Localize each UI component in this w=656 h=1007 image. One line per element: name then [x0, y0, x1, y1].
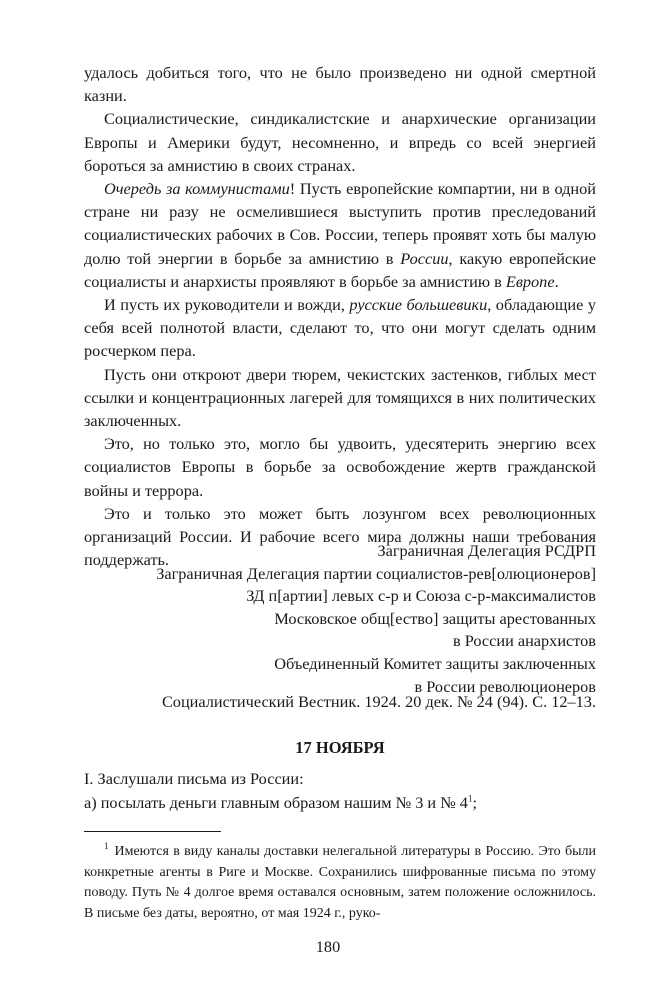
paragraph: Это, но только это, могло бы удвоить, удесятерить энергию всех социалистов Европы в борьбе за освобождение жертв гражданской войны и террора.	[84, 434, 596, 500]
paragraph: Очередь за коммунистами! Пусть европейские компартии, ни в одной стране ни разу не осмелившиеся выступить против преследований социалистических рабочих в Сов. России, теперь проявят хоть бы малую долю той энергии в борьбе за амнистию в России, какую европейские социалисты и анархисты проявляют в борьбе за амнистию в Европе.	[84, 179, 596, 291]
section-heading: 17 НОЯБРЯ	[295, 738, 385, 757]
italic-phrase: русские большевики	[349, 295, 488, 315]
italic-phrase: Очередь за коммунистами	[104, 179, 290, 199]
footnote-ref: 1	[467, 793, 473, 804]
signatory: в России революционеров	[414, 676, 596, 696]
signatory: ЗД п[артии] левых с-р и Союза с-р-максималистов	[246, 586, 596, 606]
paragraph: удалось добиться того, что не было произведено ни одной смертной казни.	[84, 63, 596, 106]
list-item: а) посылать деньги главным образом нашим № 3 и № $4^1$;	[84, 792, 477, 812]
page-number: 180	[315, 937, 341, 956]
footnote-mark: 1	[104, 841, 109, 852]
paragraph: Пусть они откроют двери тюрем, чекистских застенков, гиблых мест ссылки и концентрационных лагерей для томящихся в них политических заключенных.	[84, 364, 596, 431]
paragraph: Это и только это может быть лозунгом всех революционных организаций России. И рабочие всего мира должны наши требования поддержать.	[84, 503, 596, 570]
body-text	[84, 61, 596, 571]
minutes-list	[84, 767, 596, 814]
signatory: Заграничная Делегация РСДРП	[377, 541, 596, 560]
italic-phrase: Европе	[505, 271, 555, 291]
list-item: I. Заслушали письма из России:	[84, 769, 304, 788]
signatory: Заграничная Делегация партии социалистов-рев[олюционеров]	[156, 563, 596, 583]
footnote: $^1$ Имеются в виду каналы доставки нелегальной литературы в Россию. Это были конкретные агенты в Риге и Москве. Сохранились шифрованные письма по этому поводу. Путь № 4 долгое время оставался основным, затем положение осложнилось. В письме без даты, вероятно, от мая 1924 г., руко-	[84, 841, 596, 921]
signature-block	[84, 540, 596, 698]
source-citation: Социалистический Вестник. 1924. 20 дек. № 24 (94). С. 12–13.	[161, 692, 596, 711]
signatory: в России анархистов	[452, 631, 596, 651]
paragraph: Социалистические, синдикалистские и анархические организации Европы и Америки будут, несомненно, и впредь со всей энергией бороться за амнистию в своих странах.	[84, 109, 596, 175]
paragraph: И пусть их руководители и вожди, русские большевики, обладающие у себя всей полнотой власти, сделают то, что они могут сделать одним росчерком пера.	[84, 295, 596, 361]
signatory: Объединенный Комитет защиты заключенных	[274, 653, 596, 673]
italic-phrase: России	[400, 248, 449, 268]
signatory: Московское общ[ество] защиты арестованных	[274, 608, 596, 628]
footnote-divider	[84, 831, 221, 832]
